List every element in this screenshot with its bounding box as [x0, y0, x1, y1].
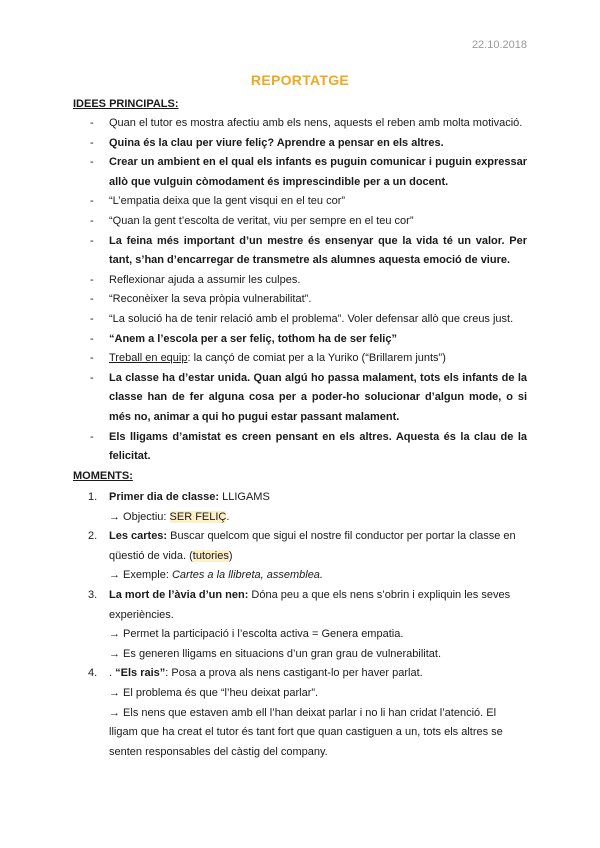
- item-lead: La mort de l’àvia d’un nen:: [109, 588, 249, 601]
- section-heading-moments: MOMENTS:: [73, 470, 133, 482]
- bullet-dash: -: [90, 136, 94, 149]
- section-heading-ideas: IDEES PRINCIPALS:: [73, 98, 179, 110]
- bullet-dash: -: [90, 156, 94, 169]
- sub-line: [109, 566, 527, 586]
- item-lead: “Els rais”: [115, 667, 166, 680]
- item-lead: Les cartes:: [109, 530, 168, 543]
- item-number: 2.: [88, 530, 98, 543]
- sub-text: Els nens que estaven amb ell l’han deixat parlar i no li han cridat l’atenció. El lligam que ha creat el tutor és tant fort que quan castiguen a un, tots els altres se senten responsables del càstig del company.: [109, 706, 503, 758]
- list-item: [0, 212, 600, 232]
- item-text: LLIGAMS: [219, 491, 270, 503]
- item-text: Buscar quelcom que sigui el nostre fil conductor per portar la classe en qüestió de vida. (: [109, 530, 516, 562]
- sub-line: [109, 508, 527, 528]
- item-text: Quina és la clau per viure feliç? Aprendre a pensar en els altres.: [109, 136, 444, 149]
- bullet-dash: -: [90, 352, 94, 365]
- sub-end: .: [226, 510, 230, 523]
- arrow-icon: →: [109, 569, 120, 582]
- list-item: [0, 271, 600, 291]
- bullet-dash: -: [90, 273, 94, 286]
- list-item: [0, 527, 600, 586]
- sub-line: [109, 704, 527, 763]
- sub-label: Exemple:: [120, 569, 172, 582]
- arrow-icon: →: [109, 686, 120, 699]
- item-text: “Anem a l’escola per a ser feliç, tothom ha de ser feliç”: [109, 332, 397, 345]
- sub-text: El problema és que “l’heu deixat parlar”.: [120, 686, 319, 699]
- list-item: [0, 369, 600, 428]
- list-item: [0, 349, 600, 369]
- list-item: [0, 428, 600, 467]
- item-number: 1.: [88, 491, 98, 503]
- list-item: [0, 114, 600, 134]
- sub-line: [109, 625, 527, 645]
- item-number: 4.: [88, 667, 98, 680]
- highlighted-text: tutories: [192, 549, 229, 562]
- bullet-dash: -: [90, 293, 94, 306]
- item-text: Reflexionar ajuda a assumir les culpes.: [109, 273, 301, 286]
- item-text: “Reconèixer la seva pròpia vulnerabilitat”.: [109, 293, 312, 306]
- arrow-icon: →: [109, 706, 120, 719]
- item-text: Dóna peu a que els nens s’obrin i expliquin les seves experiències.: [109, 588, 511, 621]
- item-text: La classe ha d’estar unida. Quan algú ho passa malament, tots els infants de la classe han de fer alguna cosa per a poder-ho solucionar d’algun mode, o si més no, animar a qui ho pugui estar passant malament.: [109, 371, 527, 423]
- arrow-icon: →: [109, 628, 120, 641]
- item-text: “L’empatia deixa que la gent visqui en el teu cor”: [109, 195, 346, 208]
- document-date: 22.10.2018: [471, 39, 527, 51]
- sub-text: Permet la participació i l’escolta activa = Genera empatia.: [120, 628, 404, 641]
- bullet-dash: -: [90, 312, 94, 325]
- sub-label: Objectiu:: [120, 510, 170, 523]
- list-item: [0, 310, 600, 330]
- list-item: [0, 586, 600, 664]
- moments-list: [0, 488, 600, 762]
- highlighted-text: SER FELIÇ: [169, 510, 227, 523]
- bullet-dash: -: [90, 332, 94, 345]
- sub-line: [109, 684, 527, 704]
- bullet-dash: -: [90, 117, 94, 129]
- item-text: “La solució ha de tenir relació amb el problema”. Voler defensar allò que creus just.: [109, 312, 514, 325]
- item-text: : Posa a prova als nens castigant-lo per haver parlat.: [165, 667, 423, 680]
- bullet-dash: -: [90, 234, 94, 247]
- item-prefix: .: [109, 667, 116, 680]
- item-lead: Primer dia de classe:: [109, 491, 220, 503]
- list-item: [0, 330, 600, 350]
- ideas-list: [0, 114, 600, 467]
- bullet-dash: -: [90, 371, 94, 384]
- bullet-dash: -: [90, 195, 94, 208]
- list-item: [0, 192, 600, 212]
- item-number: 3.: [88, 588, 98, 601]
- item-text: Els lligams d’amistat es creen pensant en els altres. Aquesta és la clau de la felicitat.: [109, 430, 527, 463]
- item-text: : la cançó de comiat per a la Yuriko (“Brillarem junts”): [187, 352, 446, 365]
- list-item: [0, 290, 600, 310]
- arrow-icon: →: [109, 510, 120, 523]
- document-title: REPORTATGE: [250, 72, 350, 88]
- sub-text: Es generen lligams en situacions d’un gran grau de vulnerabilitat.: [120, 647, 442, 660]
- arrow-icon: →: [109, 647, 120, 660]
- item-text: Crear un ambient en el qual els infants es puguin comunicar i puguin expressar allò que vulguin còmodament és imprescindible per a un docent.: [109, 156, 527, 188]
- item-lead: Treball en equip: [109, 352, 188, 365]
- example-text: Cartes a la llibreta, assemblea.: [171, 569, 323, 582]
- list-item: [0, 664, 600, 762]
- list-item: [0, 153, 600, 192]
- item-text: “Quan la gent t’escolta de veritat, viu per sempre en el teu cor”: [109, 214, 414, 227]
- sub-line: [109, 645, 527, 665]
- item-text: La feina més important d’un mestre és ensenyar que la vida té un valor. Per tant, s’han d’encarregar de transmetre als alumnes aquesta emoció de viure.: [109, 234, 527, 267]
- bullet-dash: -: [90, 214, 94, 227]
- item-text: Quan el tutor es mostra afectiu amb els nens, aquests el reben amb molta motivació.: [109, 117, 523, 129]
- list-item: [0, 134, 600, 154]
- item-text-end: ): [228, 549, 233, 562]
- list-item: [0, 232, 600, 271]
- list-item: [0, 488, 600, 527]
- bullet-dash: -: [90, 430, 94, 443]
